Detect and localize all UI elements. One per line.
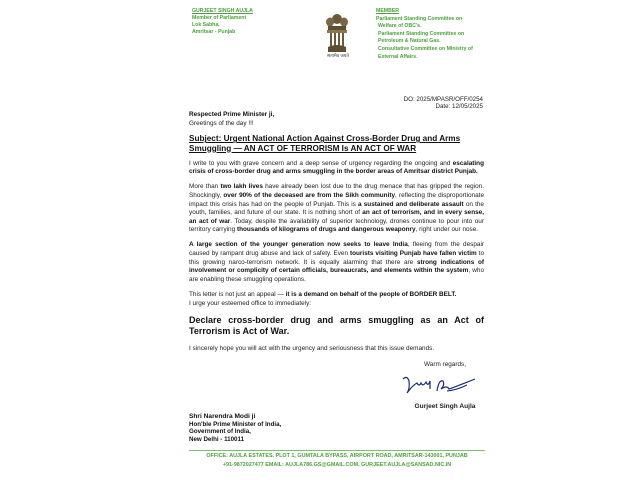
committee-line: Petroleum & Natural Gas. bbox=[378, 38, 441, 45]
letterhead-right bbox=[376, 8, 486, 61]
declaration: Declare cross-border drug and arms smuggling as an Act of Terrorism is Act of War. bbox=[189, 315, 484, 337]
addressee-name: Shri Narendra Modi ji bbox=[189, 413, 256, 420]
mp-house: Lok Sabha, bbox=[192, 22, 220, 28]
paragraph-1: I write to you with grave concern and a deep sense of urgency regarding the ongoing and escalating crisis of cross-border drug and arms smuggling in the border areas of Amritsar district Punjab. bbox=[189, 159, 484, 176]
mp-name: GURJEET SINGH AUJLA bbox=[192, 8, 253, 14]
committee-line: Welfare of OBC's. bbox=[378, 23, 422, 30]
footer-contact: +91-9872027477 EMAIL: AUJLA786.GS@GMAIL.COM, GURJEET.AUJLA@SANSAD.NIC.IN bbox=[222, 462, 452, 468]
addressee-line: New Delhi - 110011 bbox=[189, 435, 245, 443]
paragraph-3: A large section of the younger generation now seeks to leave India, fleeing from the despair caused by rampant drug abuse and lack of safety. Even tourists visiting Punjab have fallen victim to this growing narco-terrorism network. It is equally alarming that there are strong indications of involvement or complicity of certain officials, bureaucrats, and elements within the system, who are enabling these smuggling operations. bbox=[189, 241, 485, 283]
paragraph-4-urge: I urge your esteemed office to immediately: bbox=[189, 299, 312, 307]
paragraph-5: I sincerely hope you will act with the urgency and seriousness that this issue demands. bbox=[189, 345, 435, 353]
do-number: DO: 2025/MPASR/OFF/0254 bbox=[403, 96, 483, 103]
closing: Warm regards, bbox=[423, 361, 467, 368]
footer bbox=[189, 452, 485, 470]
committee-line: Consultative Committee on Ministry of bbox=[378, 45, 473, 52]
paragraph-2: More than two lakh lives have already been lost due to the drug menace that has gripped the region. Shockingly, over 90% of the deceased are from the Sikh community, reflecting the disproportionate impact this crisis has had on the people of Punjab. This is a sustained and deliberate assault on the youth, families, and future of our state. It is nothing short of an act of terrorism, and in every sense, an act of war. Today, despite the availability of superior technology, drones continue to pour into our territory carrying thousands of kilograms of drugs and dangerous weaponry, right under our nose. bbox=[189, 183, 484, 234]
addressee-block bbox=[189, 413, 281, 443]
greeting: Greetings of the day !!! bbox=[189, 119, 254, 127]
footer-address: OFFICE: AUJLA ESTATES, PLOT 1, GUMTALA BYPASS, AIRPORT ROAD, AMRITSAR-143001, PUNJAB bbox=[206, 453, 468, 459]
committee-title: MEMBER bbox=[376, 8, 400, 14]
committee-line: Parliament Standing Committee on bbox=[376, 15, 463, 22]
signature-icon bbox=[397, 371, 477, 401]
reference-block bbox=[404, 96, 483, 111]
mp-title: Member of Parliament bbox=[192, 15, 247, 21]
footer-divider bbox=[189, 450, 485, 451]
salutation: Respected Prime Minister ji, bbox=[189, 111, 275, 118]
mp-constituency: Amritsar - Punjab bbox=[192, 29, 236, 35]
subject-line: Subject: Urgent National Action Against Cross-Border Drug and Arms Smuggling — AN ACT OF TERRORISM Is AN ACT OF WAR bbox=[189, 134, 461, 153]
paragraph-4: This letter is not just an appeal — it is a demand on behalf of the people of BORDER BELT. bbox=[189, 290, 457, 298]
letter-date: Date: 12/05/2025 bbox=[435, 103, 483, 111]
letterhead-left bbox=[192, 8, 253, 36]
letter-body bbox=[189, 111, 484, 354]
committee-line: Parliament Standing Committee on bbox=[378, 30, 465, 37]
addressee-line: Hon'ble Prime Minister of India, bbox=[189, 420, 282, 428]
committee-line: External Affairs. bbox=[378, 53, 418, 60]
signatory-name: Gurjeet Singh Aujla bbox=[414, 403, 476, 410]
emblem-motto: सत्यमेव जयते bbox=[327, 53, 349, 58]
addressee-line: Government of India, bbox=[189, 428, 251, 436]
